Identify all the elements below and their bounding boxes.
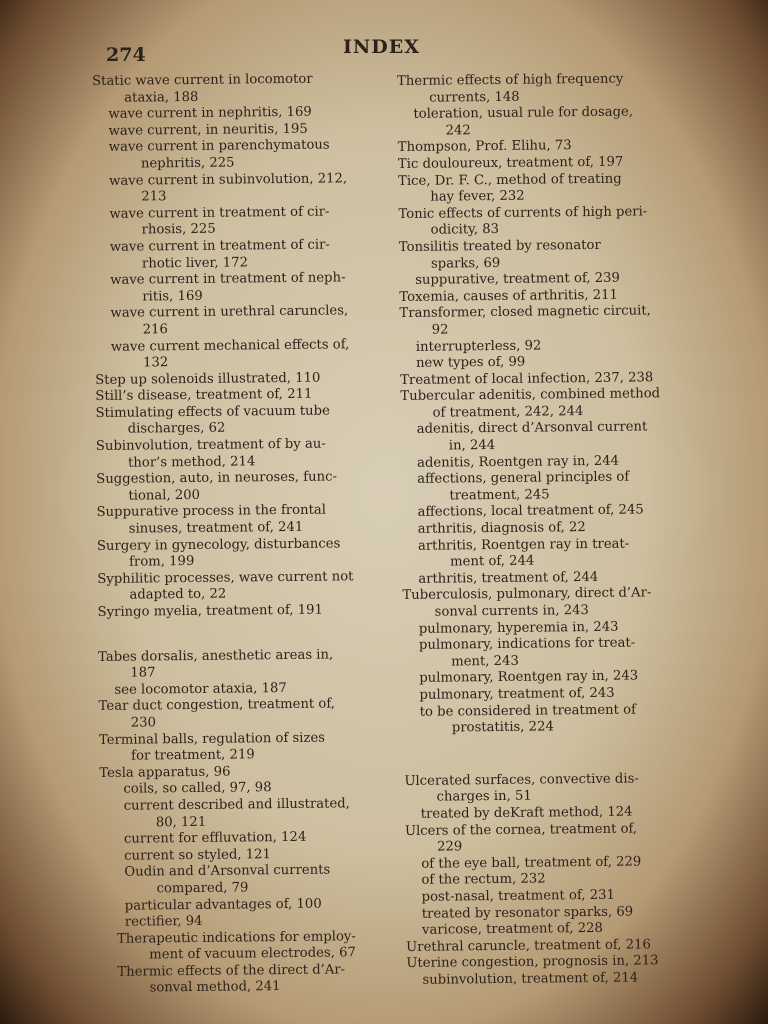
index-entry-line: arthritis, treatment of, 244 — [418, 569, 599, 587]
index-entry-line: rectifier, 94 — [124, 913, 203, 930]
index-entry-line: Urethral caruncle, treatment of, 216 — [406, 937, 651, 955]
index-entry-line: wave current in treatment of neph- — [110, 270, 346, 288]
index-entry — [94, 270, 384, 306]
index-entry-line: Terminal balls, regulation of sizes — [98, 730, 326, 748]
index-entry — [97, 536, 387, 572]
index-entry — [405, 820, 695, 856]
index-entry-line: Oudin and d’Arsonval currents — [124, 862, 331, 881]
index-entry — [100, 862, 390, 898]
index-entry-continuation: 242 — [445, 123, 471, 139]
index-entry — [397, 104, 687, 140]
index-entry-line: pulmonary, indications for treat- — [418, 635, 636, 653]
index-entry-line: wave current in subinvolution, 212, — [109, 170, 348, 189]
index-entry-continuation: sinuses, treatment of, 241 — [128, 519, 304, 537]
index-entry-line: current described and illustrated, — [123, 796, 350, 814]
index-entry — [96, 436, 386, 472]
index-entry-continuation: odicity, 83 — [430, 222, 500, 238]
index-entry-continuation: sonval currents in, 243 — [434, 603, 589, 620]
index-entry — [92, 71, 382, 107]
index-entry — [404, 701, 694, 737]
index-entry-continuation: compared, 79 — [156, 880, 249, 897]
index-entry-line: Step up solenoids illustrated, 110 — [95, 370, 321, 388]
index-entry-line: wave current in treatment of cir- — [109, 237, 330, 255]
index-entry-line: Stimulating effects of vacuum tube — [95, 403, 330, 421]
page-number: 274 — [106, 44, 146, 66]
index-entry-line: Suppurative process in the frontal — [96, 503, 326, 521]
index-entry-line: wave current mechanical effects of, — [110, 336, 350, 355]
index-entry-line: affections, local treatment of, 245 — [417, 502, 644, 521]
index-entry-continuation: discharges, 62 — [127, 421, 226, 438]
index-entry-line: toleration, usual rule for dosage, — [413, 104, 634, 123]
index-entry-line: Tonic effects of currents of high peri- — [398, 204, 648, 222]
index-entry-continuation: 230 — [130, 715, 157, 731]
section-gap — [98, 619, 388, 650]
index-entry-line: Tic douloureux, treatment of, 197 — [397, 154, 624, 172]
index-entry-line: Tonsilitis treated by resonator — [398, 237, 601, 255]
index-entry-line: wave current in treatment of cir- — [109, 204, 330, 222]
index-entry — [101, 962, 391, 998]
index-entry-continuation: 80, 121 — [155, 814, 207, 830]
index-entry-line: coils, so called, 97, 98 — [123, 780, 272, 798]
index-entry-continuation: 132 — [142, 355, 169, 371]
index-entry — [406, 953, 696, 973]
index-entry — [99, 696, 389, 732]
index-entry-line: wave current, in neuritis, 195 — [108, 121, 308, 139]
index-entry-continuation: treatment, 245 — [449, 487, 550, 504]
index-entry — [95, 336, 385, 372]
index-entry-line: Thompson, Prof. Elihu, 73 — [397, 138, 572, 156]
index-entry-line: Ulcers of the cornea, treatment of, — [404, 821, 638, 839]
index-entry-line: Transformer, closed magnetic circuit, — [399, 303, 651, 322]
index-entry-continuation: ment of vacuum electrodes, 67 — [149, 945, 356, 963]
index-entry-line: affections, general principles of — [417, 469, 630, 488]
index-entry-continuation: ataxia, 188 — [124, 89, 199, 106]
index-entry-line: Ulcerated surfaces, convective dis- — [404, 771, 639, 789]
page-title: INDEX — [343, 36, 420, 58]
index-entry — [399, 303, 689, 339]
index-entry-continuation: rhotic liver, 172 — [141, 254, 248, 272]
index-entry-continuation: thor’s method, 214 — [127, 453, 256, 471]
index-entry-line: Thermic effects of the direct d’Ar- — [117, 962, 346, 980]
index-entry — [403, 635, 693, 671]
index-entry-continuation: 92 — [431, 322, 449, 338]
index-column-left — [92, 71, 392, 998]
index-entry-continuation: 229 — [437, 839, 463, 855]
index-entry — [95, 403, 385, 439]
index-entry — [401, 419, 691, 455]
index-entry-line: Still’s disease, treatment of, 211 — [95, 386, 313, 405]
index-entry-continuation: for treatment, 219 — [131, 747, 255, 764]
index-entry-line: Tesla apparatus, 96 — [99, 764, 231, 781]
index-entry-line: wave current in urethral caruncles, — [110, 303, 349, 322]
index-entry-line: subinvolution, treatment of, 214 — [422, 970, 639, 988]
index-entry-continuation: rhosis, 225 — [141, 222, 216, 238]
index-entry-line: Therapeutic indications for employ- — [116, 928, 356, 947]
index-entry-continuation: currents, 148 — [429, 89, 520, 106]
index-entry-line: Tabes dorsalis, anesthetic areas in, — [98, 647, 334, 665]
index-entry — [101, 929, 391, 965]
index-entry — [402, 536, 692, 572]
index-entry-continuation: 213 — [141, 189, 167, 205]
index-entry-line: Tubercular adenitis, combined method — [400, 386, 661, 405]
index-entry-continuation: from, 199 — [129, 554, 195, 570]
index-entry-continuation: in, 244 — [448, 438, 496, 454]
index-entry-line: wave current in nephritis, 169 — [108, 104, 312, 123]
index-entry-line: Syringo myelia, treatment of, 191 — [97, 602, 324, 620]
index-entry-line: see locomotor ataxia, 187 — [114, 680, 287, 698]
index-entry — [397, 71, 687, 107]
index-entry — [398, 171, 688, 207]
index-entry-line: Static wave current in locomotor — [92, 71, 313, 89]
index-entry — [94, 303, 384, 339]
index-entry-continuation: ritis, 169 — [142, 288, 203, 305]
index-entry-line: of the rectum, 232 — [421, 871, 546, 889]
index-entry — [98, 647, 388, 683]
index-entry — [399, 237, 689, 273]
index-entry-continuation: 216 — [142, 322, 168, 338]
index-entry-continuation: ment of, 244 — [450, 553, 535, 570]
index-entry — [96, 469, 386, 505]
index-entry — [401, 469, 691, 505]
index-entry-continuation: 187 — [130, 665, 156, 681]
index-entry-continuation: prostatitis, 224 — [451, 719, 554, 736]
index-entry — [402, 585, 692, 621]
index-entry-line: treated by deKraft method, 124 — [420, 804, 633, 822]
index-entry — [100, 796, 390, 832]
index-entry-line: varicose, treatment of, 228 — [421, 920, 603, 938]
index-entry-line: arthritis, diagnosis of, 22 — [417, 520, 586, 537]
index-entry-line: treated by resonator sparks, 69 — [421, 904, 634, 922]
index-entry — [94, 237, 384, 273]
index-entry-line: Toxemia, causes of arthritis, 211 — [399, 287, 618, 305]
index-entry — [400, 386, 690, 422]
index-entry-continuation: sonval method, 241 — [149, 979, 281, 996]
index-entry — [99, 729, 389, 765]
index-entry-line: Tuberculosis, pulmonary, direct d’Ar- — [402, 585, 652, 604]
index-entry — [406, 970, 696, 990]
index-entry-line: pulmonary, Roentgen ray in, 243 — [419, 668, 639, 687]
index-entry-line: new types of, 99 — [415, 354, 526, 371]
index-entry-line: adenitis, Roentgen ray in, 244 — [416, 453, 620, 471]
index-entry — [97, 502, 387, 538]
index-entry — [97, 569, 387, 605]
index-entry-continuation: charges in, 51 — [436, 788, 532, 805]
index-entry-line: pulmonary, hyperemia in, 243 — [418, 619, 619, 637]
index-entry-line: post-nasal, treatment of, 231 — [421, 887, 615, 905]
index-entry-line: Subinvolution, treatment of by au- — [95, 436, 326, 455]
index-entry-continuation: sparks, 69 — [430, 255, 501, 272]
index-entry-line: current so styled, 121 — [124, 846, 271, 864]
index-entry-line: Tice, Dr. F. C., method of treating — [398, 171, 622, 189]
index-entry-continuation: nephritis, 225 — [140, 155, 235, 172]
index-entry-line: arthritis, Roentgen ray in treat- — [417, 536, 630, 554]
index-entry-line: current for effluvation, 124 — [123, 829, 307, 847]
index-entry-line: Thermic effects of high frequency — [397, 71, 624, 89]
index-entry-line: to be considered in treatment of — [419, 702, 636, 720]
index-entry-continuation: tional, 200 — [128, 487, 201, 504]
index-entry-line: Treatment of local infection, 237, 238 — [400, 370, 654, 388]
index-entry-line: Surgery in gynecology, disturbances — [96, 536, 341, 554]
index-column-right — [397, 71, 697, 989]
index-entry — [398, 204, 688, 240]
index-entry-line: suppurative, treatment of, 239 — [415, 270, 620, 288]
index-entry-line: particular advantages of, 100 — [124, 896, 322, 914]
index-entry — [93, 204, 383, 240]
index-entry-line: Uterine congestion, prognosis in, 213 — [406, 953, 659, 972]
index-entry-line: Tear duct congestion, treatment of, — [98, 696, 336, 715]
index-entry-continuation: of treatment, 242, 244 — [432, 403, 584, 421]
section-gap — [404, 735, 694, 774]
index-entry-line: interrupterless, 92 — [415, 338, 542, 355]
index-entry-line: pulmonary, treatment of, 243 — [419, 685, 615, 703]
index-entry-line: Suggestion, auto, in neuroses, func- — [96, 469, 337, 488]
index-entry — [93, 137, 383, 173]
index-entry-continuation: hay fever, 232 — [430, 188, 525, 205]
index-entry — [404, 771, 694, 807]
index-entry-line: wave current in parenchymatous — [108, 137, 330, 156]
index-entry — [93, 171, 383, 207]
index-entry-line: adenitis, direct d’Arsonval current — [416, 419, 648, 438]
index-entry-line: Syphilitic processes, wave current not — [97, 569, 354, 587]
index-entry-continuation: adapted to, 22 — [129, 587, 227, 604]
index-entry-continuation: ment, 243 — [451, 653, 519, 670]
index-entry-line: of the eye ball, treatment of, 229 — [421, 854, 642, 872]
